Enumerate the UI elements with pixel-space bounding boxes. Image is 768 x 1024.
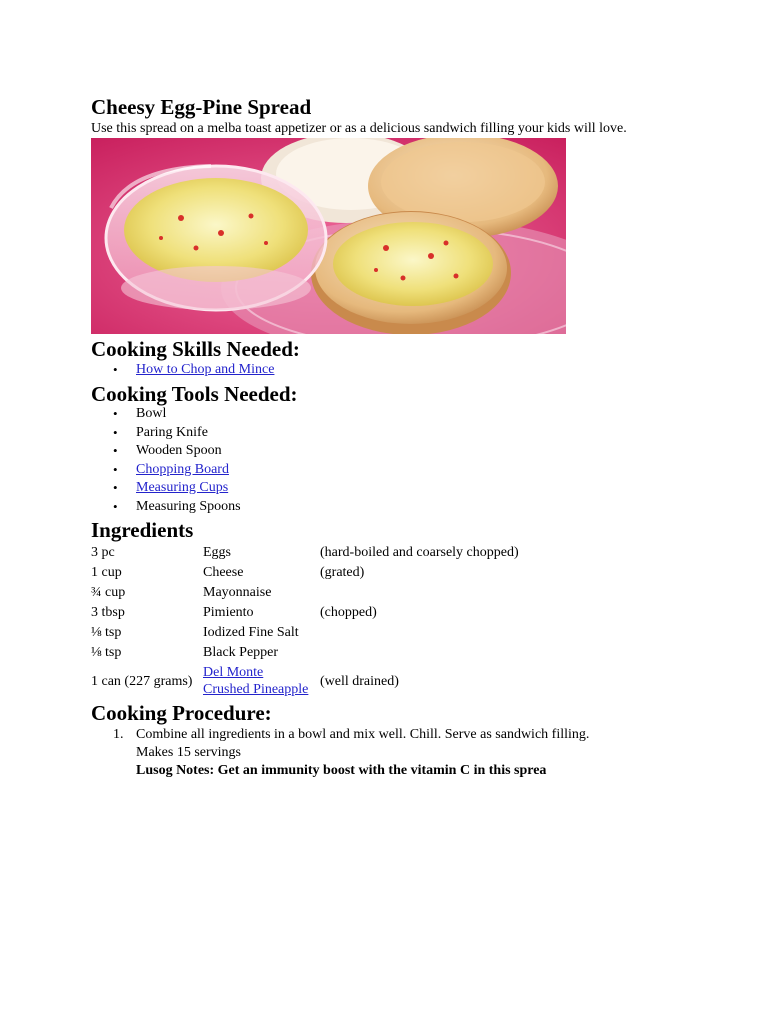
ingredient-note [320,642,519,662]
table-row [91,602,519,622]
ingredient-name: Black Pepper [203,644,279,660]
list-item [91,405,241,424]
ingredient-qty: 1 cup [91,564,122,580]
table-row [91,662,519,700]
list-item [91,498,241,517]
del-monte-link[interactable]: Del Monte [203,665,264,680]
table-row [91,582,519,602]
tool-paring-knife: Paring Knife [136,424,208,440]
ingredient-qty: 3 pc [91,544,115,560]
chopping-board-link[interactable]: Chopping Board [136,461,229,477]
egg-spread-photo-illustration [91,138,566,334]
tool-measuring-spoons: Measuring Spoons [136,498,241,514]
skills-list [91,361,274,380]
tools-list [91,405,241,516]
measuring-cups-link[interactable]: Measuring Cups [136,480,229,495]
table-row [91,562,519,582]
list-item [91,424,241,443]
table-row [91,542,519,562]
ingredient-note [320,622,519,642]
ingredient-note: (well drained) [320,673,399,689]
crushed-pineapple-link[interactable]: Crushed Pineapple [203,682,309,697]
ingredient-qty: ⅛ tsp [91,624,122,640]
ingredient-name: Mayonnaise [203,584,272,600]
table-row [91,642,519,662]
ingredient-qty: 3 tbsp [91,604,125,620]
step-text: Combine all ingredients in a bowl and mix well. Chill. Serve as sandwich filling. [136,727,590,742]
procedure-heading: Cooking Procedure: [91,701,272,725]
recipe-title: Cheesy Egg-Pine Spread [91,95,312,119]
ingredient-note [320,582,519,602]
lusog-notes: Lusog Notes: Get an immunity boost with the vitamin C in this sprea [136,763,547,778]
list-item [91,479,241,498]
ingredient-note: (grated) [320,564,365,580]
step-number: 1. [113,727,124,742]
tool-wooden-spoon: Wooden Spoon [136,443,222,458]
tool-bowl: Bowl [136,406,167,421]
list-item [91,442,241,461]
list-item [91,361,274,380]
ingredient-qty: 1 can (227 grams) [91,673,193,689]
ingredients-table [91,542,519,700]
procedure-step [91,726,589,780]
ingredient-note: (chopped) [320,604,377,620]
tools-heading: Cooking Tools Needed: [91,382,298,406]
ingredient-qty: ¾ cup [91,584,126,600]
chop-and-mince-link[interactable]: How to Chop and Mince [136,362,275,377]
ingredients-heading: Ingredients [91,518,194,542]
ingredient-name: Cheese [203,564,244,580]
ingredient-name: Pimiento [203,604,254,620]
ingredient-name [203,662,320,700]
skills-heading: Cooking Skills Needed: [91,337,300,361]
ingredient-note: (hard-boiled and coarsely chopped) [320,544,519,560]
ingredient-name: Iodized Fine Salt [203,624,299,640]
recipe-photo [91,138,566,334]
ingredient-qty: ⅛ tsp [91,644,122,660]
recipe-intro: Use this spread on a melba toast appetizer or as a delicious sandwich filling your kids will love. [91,121,627,136]
table-row [91,622,519,642]
servings-text: Makes 15 servings [136,745,241,760]
procedure-list [91,726,589,780]
list-item [91,461,241,480]
ingredient-name: Eggs [203,544,231,560]
